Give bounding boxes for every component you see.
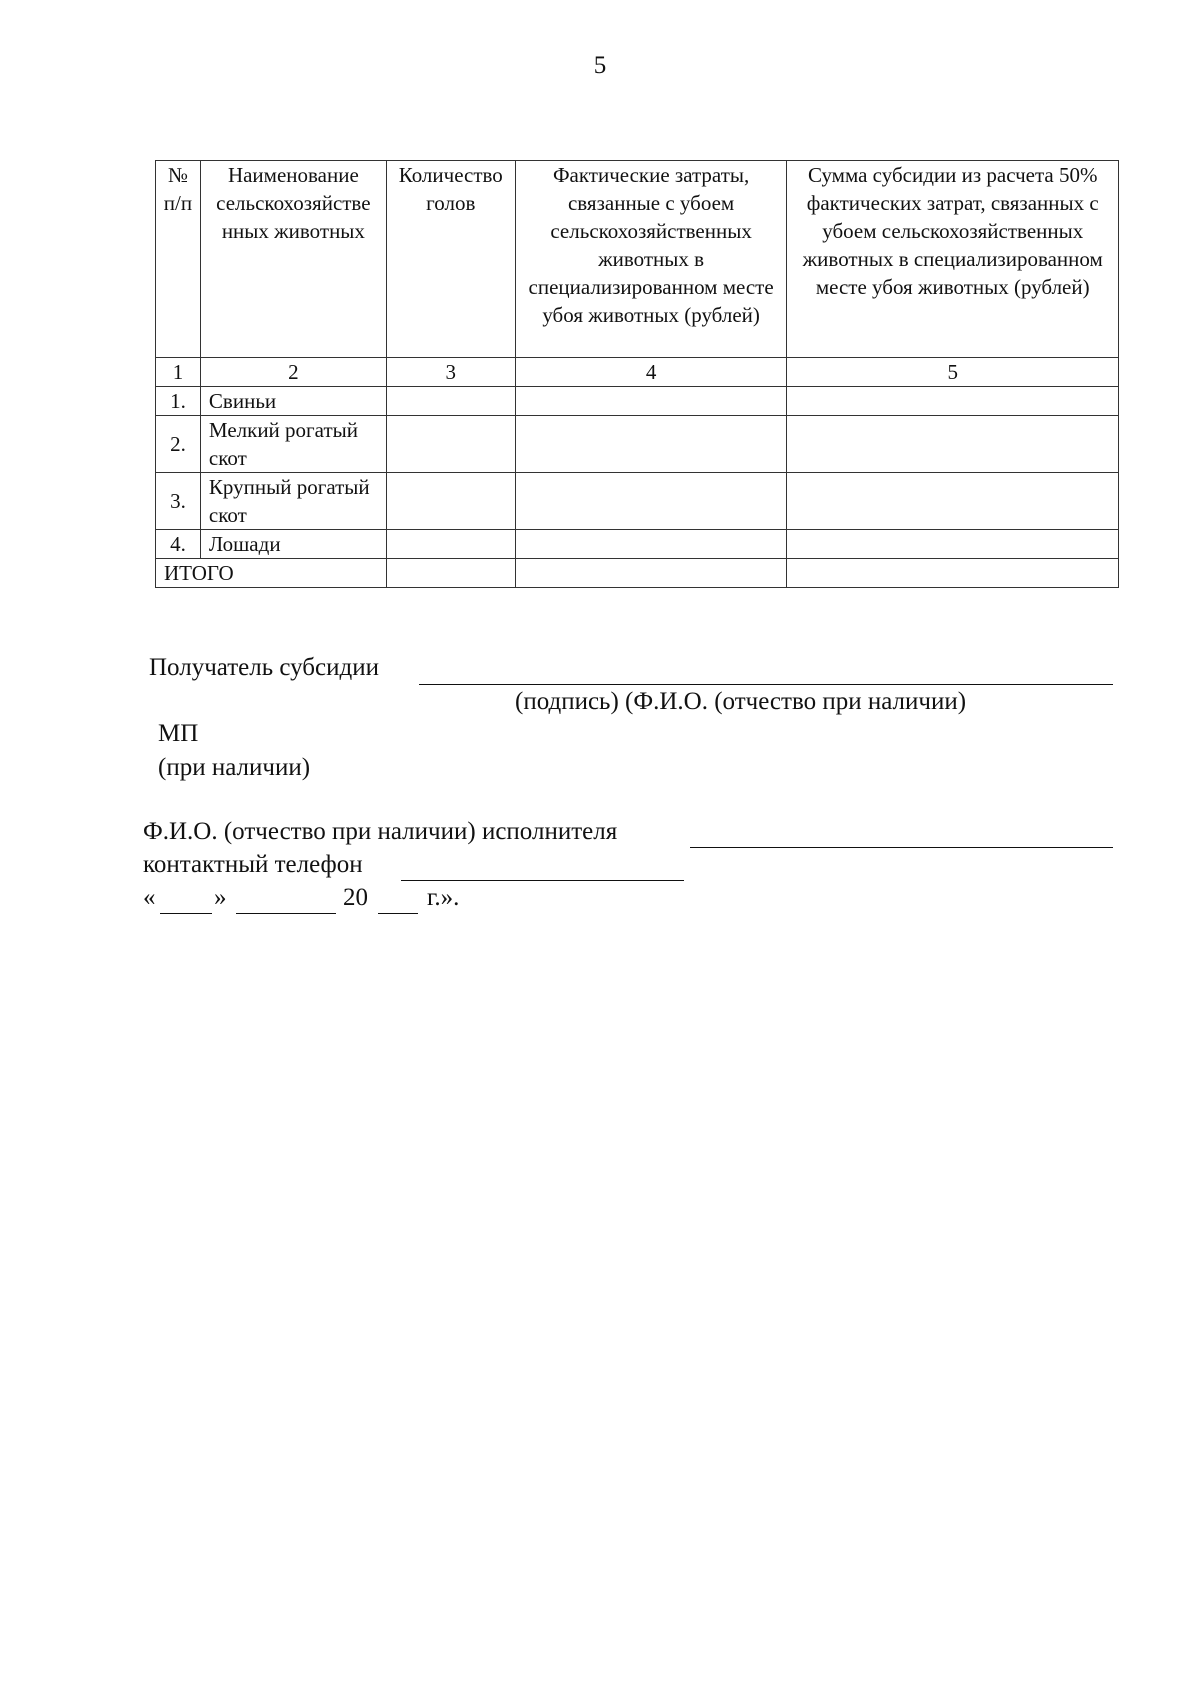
recipient-label: Получатель субсидии xyxy=(149,654,379,681)
recipient-caption: (подпись) (Ф.И.О. (отчество при наличии) xyxy=(515,688,967,715)
head-count-cell xyxy=(386,530,515,559)
stamp-label: МП xyxy=(158,720,199,747)
total-subsidy-amount-cell xyxy=(787,559,1119,588)
header-animal-name: Наименование сельскохозяйстве нных животных xyxy=(200,161,386,358)
subsidy-amount-cell xyxy=(787,416,1119,473)
page-number: 5 xyxy=(593,52,607,79)
stamp-note: (при наличии) xyxy=(158,754,311,781)
table-header-row xyxy=(156,161,1119,358)
table-row xyxy=(156,416,1119,473)
head-count-cell xyxy=(386,473,515,530)
date-close-quote: » xyxy=(214,884,227,911)
column-numbers-row xyxy=(156,358,1119,387)
header-actual-costs: Фактические затраты, связанные с убоем сельскохозяйственных животных в специализированном месте убоя животных (рублей) xyxy=(515,161,787,358)
phone-line[interactable] xyxy=(401,880,684,881)
date-year-prefix: 20 xyxy=(343,884,368,911)
total-row xyxy=(156,559,1119,588)
executor-name-line[interactable] xyxy=(690,847,1113,848)
subsidy-amount-cell xyxy=(787,473,1119,530)
row-animal-name: Лошади xyxy=(200,530,386,559)
subsidy-amount-cell xyxy=(787,387,1119,416)
row-number: 1. xyxy=(156,387,201,416)
column-number: 1 xyxy=(156,358,201,387)
column-number: 3 xyxy=(386,358,515,387)
executor-name-label: Ф.И.О. (отчество при наличии) исполнителя xyxy=(143,818,618,845)
row-animal-name: Свиньи xyxy=(200,387,386,416)
column-number: 5 xyxy=(787,358,1119,387)
table-row xyxy=(156,473,1119,530)
row-number: 4. xyxy=(156,530,201,559)
actual-costs-cell xyxy=(515,530,787,559)
recipient-signature-line[interactable] xyxy=(419,684,1113,685)
row-animal-name: Мелкий рогатый скот xyxy=(200,416,386,473)
date-month-line[interactable] xyxy=(236,913,336,914)
date-year-suffix: г.». xyxy=(427,884,460,911)
column-number: 4 xyxy=(515,358,787,387)
date-year-line[interactable] xyxy=(378,913,418,914)
header-subsidy-amount: Сумма субсидии из расчета 50% фактических затрат, связанных с убоем сельскохозяйственных животных в специализированном месте убоя животных (рублей) xyxy=(787,161,1119,358)
actual-costs-cell xyxy=(515,387,787,416)
table-row xyxy=(156,530,1119,559)
actual-costs-cell xyxy=(515,416,787,473)
column-number: 2 xyxy=(200,358,386,387)
header-head-count: Количество голов xyxy=(386,161,515,358)
header-number: № п/п xyxy=(156,161,201,358)
row-animal-name: Крупный рогатый скот xyxy=(200,473,386,530)
date-open-quote: « xyxy=(143,884,156,911)
subsidy-table xyxy=(155,160,1119,588)
table-row xyxy=(156,387,1119,416)
phone-label: контактный телефон xyxy=(143,851,363,878)
head-count-cell xyxy=(386,387,515,416)
total-actual-costs-cell xyxy=(515,559,787,588)
date-day-line[interactable] xyxy=(160,913,212,914)
total-label: ИТОГО xyxy=(156,559,387,588)
total-head-count-cell xyxy=(386,559,515,588)
row-number: 3. xyxy=(156,473,201,530)
head-count-cell xyxy=(386,416,515,473)
actual-costs-cell xyxy=(515,473,787,530)
subsidy-amount-cell xyxy=(787,530,1119,559)
row-number: 2. xyxy=(156,416,201,473)
